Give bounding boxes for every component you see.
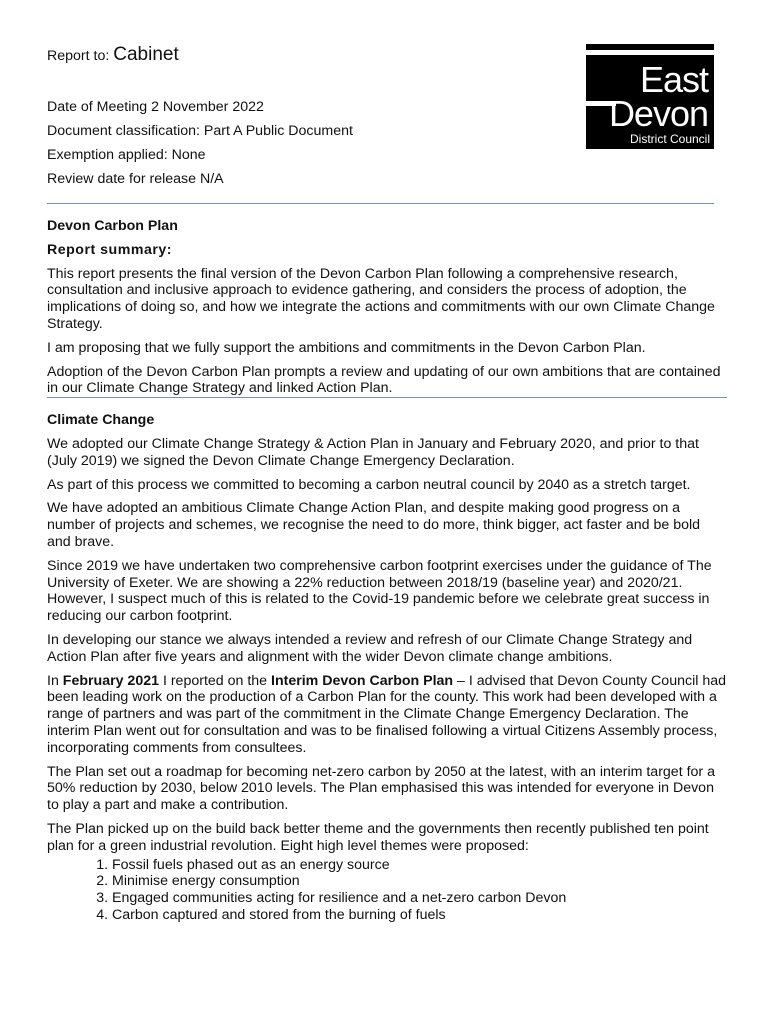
logo-devon-text: Devon: [608, 93, 708, 134]
list-item: 4. Carbon captured and stored from the burning of fuels: [112, 907, 727, 924]
report-to-value: Cabinet: [113, 44, 179, 65]
p6-bold-plan: Interim Devon Carbon Plan: [271, 672, 454, 689]
p6-text-e: – I advised that Devon County Council had been leading work on the production of a Carbon Plan for the county. This work had been developed with a range of partners and was part of the commitment in the Climate Change Emergency Declaration. The interim Plan went out for consultation and was to be finalised following a virtual Citizens Assembly process, incorporating comments from consultees.: [47, 672, 726, 756]
list-item: 1. Fossil fuels phased out as an energy source: [112, 857, 727, 874]
climate-paragraph-4: Since 2019 we have undertaken two comprehensive carbon footprint exercises under the guidance of The University of Exeter. We are showing a 22% reduction between 2018/19 (baseline year) and 2020/21. However, I suspect much of this is related to the Covid-19 pandemic before we celebrate great success in reducing our carbon footprint.: [47, 557, 712, 625]
date-of-meeting: Date of Meeting 2 November 2022: [47, 99, 264, 115]
report-body: [47, 218, 727, 924]
climate-paragraph-3: We have adopted an ambitious Climate Change Action Plan, and despite making good progress on a number of projects and schemes, we recognise the need to do more, think bigger, act faster and be bold and brave.: [47, 500, 701, 550]
climate-paragraph-6: [47, 673, 727, 757]
climate-paragraph-2: As part of this process we committed to becoming a carbon neutral council by 2040 as a stretch target.: [47, 476, 691, 493]
logo-east-text: East: [639, 59, 708, 100]
climate-paragraph-8: The Plan picked up on the build back better theme and the governments then recently published ten point plan for a green industrial revolution. Eight high level themes were proposed:: [47, 820, 709, 854]
climate-paragraph-5: In developing our stance we always intended a review and refresh of our Climate Change Strategy and Action Plan after five years and alignment with the wider Devon climate change ambitions.: [47, 631, 693, 665]
climate-paragraph-1: We adopted our Climate Change Strategy & Action Plan in January and February 2020, and prior to that (July 2019) we signed the Devon Climate Change Emergency Declaration.: [47, 435, 699, 469]
review-date: Review date for release N/A: [47, 171, 224, 187]
p6-text-c: I reported on the: [159, 672, 271, 689]
themes-list: [47, 857, 727, 924]
list-item: 3. Engaged communities acting for resilience and a net-zero carbon Devon: [112, 890, 727, 907]
report-to-label: Report to:: [47, 48, 110, 64]
climate-paragraph-7: The Plan set out a roadmap for becoming net-zero carbon by 2050 at the latest, with an interim target for a 50% reduction by 2030, below 2010 levels. The Plan emphasised this was intended for everyone in Devon to play a part and make a contribution.: [47, 763, 715, 814]
exemption-applied: Exemption applied: None: [47, 147, 206, 163]
east-devon-logo: [586, 44, 714, 149]
summary-paragraph-3: Adoption of the Devon Carbon Plan prompts a review and updating of our own ambitions that are contained in our Climate Change Strategy and linked Action Plan.: [47, 364, 727, 399]
summary-paragraph-1: This report presents the final version of the Devon Carbon Plan following a comprehensive research, consultation and inclusive approach to evidence gathering, and considers the process of adoption, the implications of doing so, and how we integrate the actions and commitments with our own Climate Change Strategy.: [47, 265, 715, 332]
p6-bold-date: February 2021: [62, 672, 159, 689]
list-item: 2. Minimise energy consumption: [112, 873, 727, 890]
p6-text-a: In: [47, 672, 63, 689]
document-classification: Document classification: Part A Public Document: [47, 123, 353, 139]
header-divider: [47, 203, 714, 204]
climate-change-heading: Climate Change: [47, 412, 155, 429]
logo-district-text: District Council: [629, 132, 710, 146]
report-to-line: [47, 46, 179, 65]
report-title: Devon Carbon Plan: [47, 218, 178, 234]
logo-top-bar: [586, 50, 714, 55]
summary-heading: Report summary:: [47, 241, 172, 258]
summary-paragraph-2: I am proposing that we fully support the ambitions and commitments in the Devon Carbon Plan.: [47, 339, 646, 356]
